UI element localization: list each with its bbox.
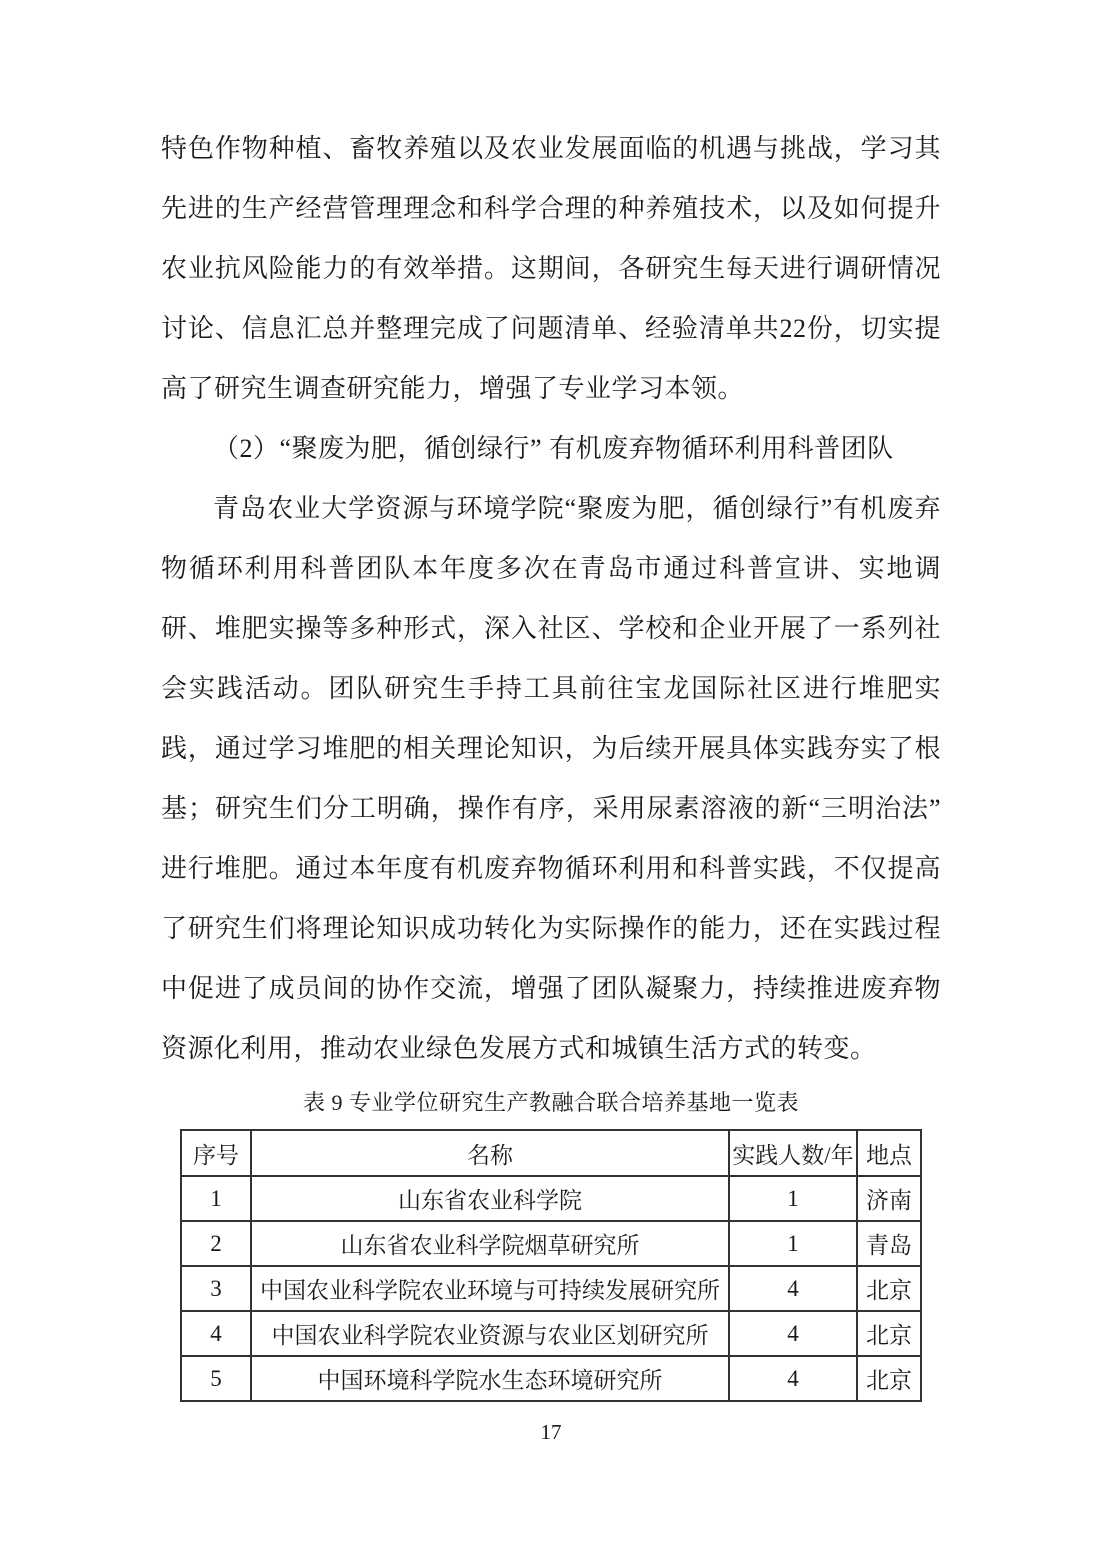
cell-name: 中国农业科学院农业环境与可持续发展研究所 — [251, 1266, 729, 1311]
table-row — [181, 1311, 921, 1356]
column-header-location: 地点 — [857, 1130, 921, 1176]
column-header-count: 实践人数/年 — [729, 1130, 857, 1176]
cell-index: 2 — [181, 1221, 251, 1266]
cell-count: 4 — [729, 1266, 857, 1311]
cell-count: 4 — [729, 1356, 857, 1401]
table-row — [181, 1221, 921, 1266]
cell-name: 山东省农业科学院烟草研究所 — [251, 1221, 729, 1266]
cell-location: 北京 — [857, 1356, 921, 1401]
cell-index: 5 — [181, 1356, 251, 1401]
cell-name: 中国环境科学院水生态环境研究所 — [251, 1356, 729, 1401]
column-header-name: 名称 — [251, 1130, 729, 1176]
document-body — [161, 0, 941, 1446]
cell-index: 4 — [181, 1311, 251, 1356]
body-paragraph-team: 青岛农业大学资源与环境学院“聚废为肥，循创绿行”有机废弃物循环利用科普团队本年度多次在青岛市通过科普宣讲、实地调研、堆肥实操等多种形式，深入社区、学校和企业开展了一系列社会实践活动。团队研究生手持工具前往宝龙国际社区进行堆肥实践，通过学习堆肥的相关理论知识，为后续开展具体实践夯实了根基；研究生们分工明确，操作有序，采用尿素溶液的新“三明治法”进行堆肥。通过本年度有机废弃物循环利用和科普实践，不仅提高了研究生们将理论知识成功转化为实际操作的能力，还在实践过程中促进了成员间的协作交流，增强了团队凝聚力，持续推进废弃物资源化利用，推动农业绿色发展方式和城镇生活方式的转变。 — [161, 494, 941, 1063]
table-row — [181, 1356, 921, 1401]
section-heading-2: （2）“聚废为肥，循创绿行” 有机废弃物循环利用科普团队 — [213, 434, 894, 463]
table-caption: 表 9 专业学位研究生产教融合联合培养基地一览表 — [302, 1090, 799, 1115]
cell-location: 济南 — [857, 1176, 921, 1221]
page-number: 17 — [540, 1420, 562, 1444]
cell-count: 1 — [729, 1176, 857, 1221]
cell-name: 山东省农业科学院 — [251, 1176, 729, 1221]
table-header-row — [181, 1130, 921, 1176]
cell-count: 4 — [729, 1311, 857, 1356]
cell-location: 北京 — [857, 1311, 921, 1356]
table-row — [181, 1176, 921, 1221]
column-header-index: 序号 — [181, 1130, 251, 1176]
cell-index: 1 — [181, 1176, 251, 1221]
table-row — [181, 1266, 921, 1311]
cell-index: 3 — [181, 1266, 251, 1311]
body-paragraph-continuation: 特色作物种植、畜牧养殖以及农业发展面临的机遇与挑战，学习其先进的生产经营管理理念和科学合理的种养殖技术，以及如何提升农业抗风险能力的有效举措。这期间，各研究生每天进行调研情况讨论、信息汇总并整理完成了问题清单、经验清单共22份，切实提高了研究生调查研究能力，增强了专业学习本领。 — [161, 134, 941, 403]
cell-location: 北京 — [857, 1266, 921, 1311]
cell-name: 中国农业科学院农业资源与农业区划研究所 — [251, 1311, 729, 1356]
training-base-table — [180, 1129, 922, 1402]
cell-count: 1 — [729, 1221, 857, 1266]
cell-location: 青岛 — [857, 1221, 921, 1266]
